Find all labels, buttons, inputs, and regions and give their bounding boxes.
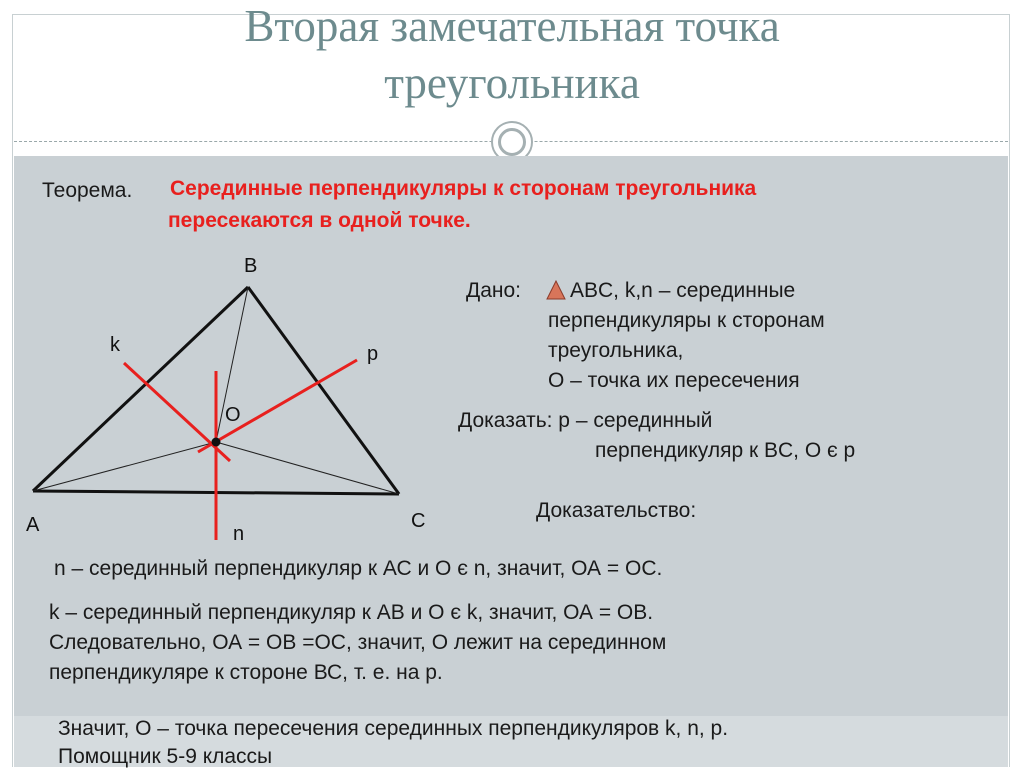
label-n: n: [233, 523, 245, 545]
slide-title-line2: треугольника: [384, 58, 640, 108]
proof-heading: Доказательство:: [536, 499, 697, 522]
given-line1: ABC, k,n – серединные: [570, 279, 796, 302]
conclusion-line1: Значит, О – точка пересечения серединных перпендикуляров k, n, р.: [58, 717, 729, 740]
label-a: A: [26, 514, 40, 536]
proof-line3: Следовательно, ОА = ОВ =ОС, значит, О лежит на серединном: [49, 631, 667, 654]
label-o: O: [225, 404, 241, 426]
proof-line1: n – серединный перпендикуляр к АС и О є n, значит, ОА = ОС.: [54, 557, 663, 580]
label-c: C: [411, 510, 426, 532]
label-b: B: [244, 255, 258, 277]
theorem-line2: пересекаются в одной точке.: [168, 209, 471, 232]
given-line3: треугольника,: [548, 339, 684, 362]
given-label: Дано:: [466, 279, 522, 302]
given-line2: перпендикуляры к сторонам: [548, 309, 825, 332]
label-k: k: [110, 334, 120, 356]
label-p: p: [367, 343, 379, 365]
proof-line2: k – серединный перпендикуляр к АВ и О є k, значит, ОА = ОВ.: [49, 601, 654, 624]
theorem-label: Теорема.: [42, 179, 133, 202]
theorem-line1: Серединные перпендикуляры к сторонам треугольника: [170, 177, 757, 200]
prove-line1: Доказать: p – серединный: [458, 409, 713, 432]
slide-title-line1: Вторая замечательная точка: [244, 1, 780, 51]
conclusion-line2: Помощник 5-9 классы: [58, 745, 273, 768]
given-line4: O – точка их пересечения: [548, 369, 800, 392]
proof-line4: перпендикуляре к стороне ВС, т. е. на р.: [49, 661, 443, 684]
prove-line2: перпендикуляр к BC, O є p: [595, 439, 856, 462]
